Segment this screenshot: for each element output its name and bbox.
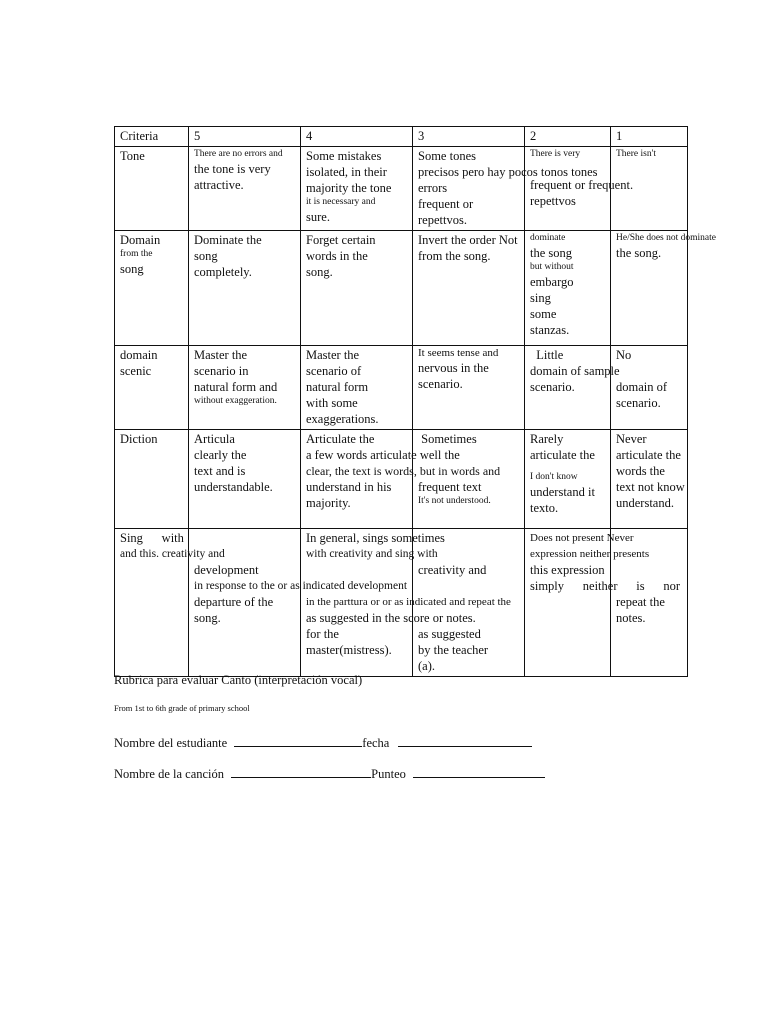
student-name-label: Nombre del estudiante (114, 736, 228, 750)
cell-line: in response to the or as indicated development (194, 580, 408, 592)
cell-line: isolated, in their (306, 165, 387, 179)
date-blank[interactable] (398, 734, 532, 747)
cell-score-5 (189, 430, 301, 529)
cell-line: Some mistakes (306, 149, 382, 163)
student-field-row (114, 734, 532, 751)
cell-line: attractive. (194, 178, 244, 192)
cell-line: with creativity and sing with (306, 548, 438, 560)
cell-score-2 (525, 529, 680, 677)
grade-subcaption: From 1st to 6th grade of primary school (114, 703, 250, 713)
song-name-blank[interactable] (231, 765, 371, 778)
cell-line: some (530, 307, 557, 321)
cell-score-3 (413, 346, 525, 430)
cell-line: master(mistress). (306, 643, 392, 657)
cell-line: completely. (194, 265, 252, 279)
cell-line: development (194, 563, 259, 577)
cell-line: scenic (120, 364, 152, 378)
cell-line: Master the (194, 348, 248, 362)
cell-line: in the parttura or or as indicated and repeat the (306, 596, 511, 608)
cell-line: Dominate the (194, 233, 262, 247)
cell-line: exaggerations. (306, 412, 379, 426)
cell-line: Does not present Never (530, 532, 634, 544)
cell-line: No (616, 348, 632, 362)
cell-line: There are no errors and (194, 149, 283, 159)
header-row (115, 127, 688, 147)
cell-line: Never (616, 432, 647, 446)
cell-criterion (115, 346, 189, 430)
cell-line: natural form (306, 380, 369, 394)
cell-line: domain of (616, 380, 668, 394)
cell-line: the tone is very (194, 162, 271, 176)
cell-line: repettvos. (418, 213, 467, 227)
cell-line: understand in his (306, 480, 392, 494)
song-name-label: Nombre de la canción (114, 767, 225, 781)
cell-score-2 (525, 147, 634, 231)
cell-line: from the song. (418, 249, 491, 263)
score-blank[interactable] (413, 765, 545, 778)
header-score-5: 5 (189, 127, 301, 147)
cell-line: scenario. (418, 377, 463, 391)
cell-line: and this. creativity and (120, 548, 225, 560)
cell-line: Rarely (530, 432, 564, 446)
row-sing-expression (115, 529, 688, 677)
cell-line: embargo (530, 275, 574, 289)
cell-line: Domain (120, 233, 161, 247)
cell-score-2 (525, 346, 620, 430)
cell-line: articulate the (616, 448, 681, 462)
cell-line: frequent text (418, 480, 482, 494)
cell-line: departure of the (194, 595, 274, 609)
cell-line: Master the (306, 348, 360, 362)
cell-score-4 (301, 346, 413, 430)
cell-line: natural form and (194, 380, 278, 394)
cell-line: expression neither presents (530, 548, 650, 560)
cell-line: text not know (616, 480, 685, 494)
cell-line: It's not understood. (418, 496, 491, 506)
cell-score-3 (413, 430, 525, 529)
cell-line: Forget certain (306, 233, 376, 247)
cell-line: articulate the (530, 448, 595, 462)
cell-line: In general, sings sometimes (306, 531, 445, 545)
cell-line: majority. (306, 496, 351, 510)
cell-line: sure. (306, 210, 330, 224)
cell-line: Articulate the (306, 432, 375, 446)
cell-line: words in the (306, 249, 368, 263)
student-name-blank[interactable] (234, 734, 362, 747)
cell-line: domain of sample (530, 364, 620, 378)
cell-line: as suggested in the score or notes. (306, 611, 476, 625)
row-tone (115, 147, 688, 231)
cell-line: as suggested (418, 627, 481, 641)
cell-line: sing (530, 291, 551, 305)
cell-line: song (194, 249, 218, 263)
cell-line: a few words articulate well the (306, 448, 460, 462)
cell-line: He/She does not dominate (616, 233, 716, 243)
cell-line: texto. (530, 501, 559, 515)
cell-score-2 (525, 430, 611, 529)
cell-score-5 (189, 147, 301, 231)
cell-line: this expression (530, 563, 605, 577)
cell-line: frequent or frequent. (530, 178, 634, 192)
song-field-row (114, 765, 545, 782)
cell-score-2 (525, 231, 611, 346)
cell-line: Articula (194, 432, 235, 446)
cell-line: Some tones (418, 149, 476, 163)
cell-line: scenario. (616, 396, 661, 410)
cell-line (616, 363, 684, 379)
cell-line (418, 578, 521, 594)
cell-line: clearly the (194, 448, 247, 462)
cell-line (306, 562, 409, 578)
cell-line: Sing with (120, 531, 184, 545)
cell-line: creativity and (418, 563, 487, 577)
cell-line: by the teacher (418, 643, 489, 657)
cell-line: There isn't (616, 149, 656, 159)
row-domain-song (115, 231, 688, 346)
cell-line: song. (306, 265, 333, 279)
cell-line: the song (530, 246, 573, 260)
cell-line: nervous in the (418, 361, 489, 375)
cell-line: with some (306, 396, 358, 410)
cell-line: it is necessary and (306, 197, 376, 207)
cell-line: precisos pero hay pocos tonos tones (418, 165, 598, 179)
cell-score-1 (611, 231, 716, 346)
cell-line: Invert the order Not (418, 233, 518, 247)
rubric-table (114, 126, 716, 677)
cell-line: (a). (418, 659, 435, 673)
header-score-2: 2 (525, 127, 611, 147)
cell-line: Tone (120, 149, 145, 163)
header-criteria: Criteria (115, 127, 189, 147)
cell-line: song (120, 262, 144, 276)
cell-line: the song. (616, 246, 662, 260)
cell-line: simply neither is nor (530, 579, 680, 593)
cell-line: There is very (530, 149, 581, 159)
cell-line: Sometimes (418, 432, 477, 446)
cell-line: frequent or (418, 197, 474, 211)
cell-line: clear, the text is words, but in words and (306, 464, 501, 478)
cell-line: scenario in (194, 364, 249, 378)
cell-line: understand it (530, 485, 595, 499)
cell-line: dominate (530, 233, 566, 243)
cell-line: repeat the (616, 595, 665, 609)
cell-line: text and is (194, 464, 246, 478)
cell-line: scenario of (306, 364, 362, 378)
rubric-caption: Rubrica para evaluar Canto (interpretación vocal) (114, 673, 363, 687)
cell-criterion (115, 147, 189, 231)
cell-line: Little (530, 348, 564, 362)
cell-line: Diction (120, 432, 158, 446)
row-diction (115, 430, 688, 529)
cell-line: understandable. (194, 480, 273, 494)
cell-score-3 (413, 231, 525, 346)
cell-line: for the (306, 627, 339, 641)
header-score-1: 1 (611, 127, 688, 147)
cell-line: but without (530, 262, 574, 272)
cell-line: stanzas. (530, 323, 570, 337)
header-score-3: 3 (413, 127, 525, 147)
cell-score-5 (189, 231, 301, 346)
cell-line (194, 530, 297, 546)
cell-score-4 (301, 231, 413, 346)
cell-line: notes. (616, 611, 646, 625)
row-domain-scenic (115, 346, 688, 430)
score-label: Punteo (371, 767, 406, 781)
cell-line: from the (120, 249, 153, 259)
cell-criterion (115, 231, 189, 346)
cell-score-5 (189, 346, 301, 430)
cell-line (530, 463, 607, 471)
cell-line: I don't know (530, 472, 578, 482)
cell-line: scenario. (530, 380, 575, 394)
cell-line: errors (418, 181, 448, 195)
cell-criterion (115, 430, 189, 529)
cell-line: song. (194, 611, 221, 625)
date-label: fecha (362, 736, 390, 750)
cell-score-4 (301, 147, 413, 231)
cell-line: domain (120, 348, 158, 362)
cell-score-1 (611, 430, 688, 529)
cell-line: without exaggeration. (194, 396, 277, 406)
cell-line: It seems tense and (418, 347, 499, 359)
cell-line: words the (616, 464, 665, 478)
cell-score-1 (611, 346, 688, 430)
header-score-4: 4 (301, 127, 413, 147)
cell-line: majority the tone (306, 181, 392, 195)
cell-line: repettvos (530, 194, 576, 208)
cell-line: understand. (616, 496, 674, 510)
